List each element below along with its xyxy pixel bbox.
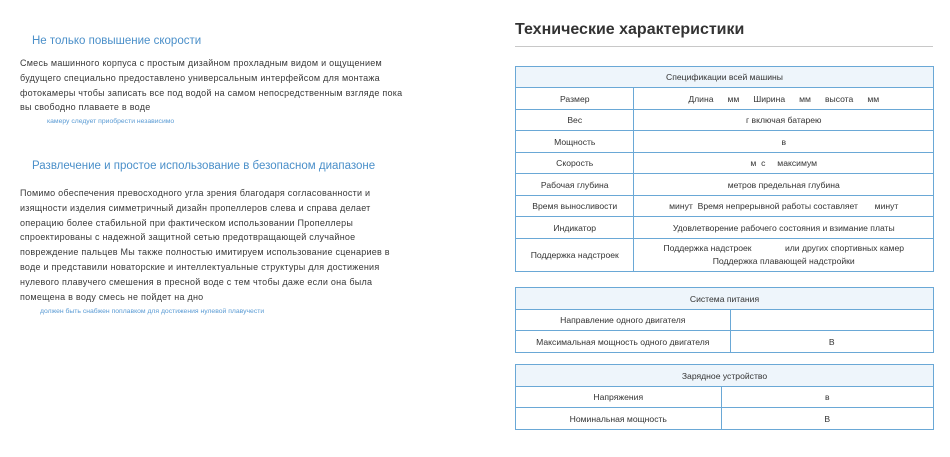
charger-value: В [721,408,933,430]
power-table [515,287,934,353]
size-width-label: Ширина [753,93,786,104]
section1-line: Смесь машинного корпуса с простым дизайном прохладным видом и ощущением [20,58,382,68]
charger-value: в [721,387,933,408]
section1-line: будущего специально предоставлено универсальным интерфейсом для монтажа [20,72,380,83]
size-unit: мм [727,93,740,104]
spec-table [515,66,934,272]
spec-size-value [634,88,934,110]
section2-line: нулевого плавучего смешения в пресной воде с тем чтобы даже если она была [20,276,373,287]
size-unit: мм [799,93,811,104]
page-title: Технические характеристики [515,21,745,38]
spec-label: Время выносливости [516,196,634,217]
table-row [516,110,934,131]
section1-note: камеру следует приобрести независимо [47,118,175,125]
spec-label: Рабочая глубина [516,174,634,196]
section1-line: фотокамеры чтобы записать все под водой на самом непосредственным взгляде пока [20,87,403,98]
power-label: Максимальная мощность одного двигателя [516,331,731,353]
section2-text [20,186,440,304]
section2-line: повреждение пальцев Мы также полностью имитируем использование сценариев в [20,247,390,258]
table-row [516,288,934,310]
power-value [730,310,933,331]
charger-table [515,364,934,430]
power-table-header: Система питания [516,288,934,310]
section2-title: Развлечение и простое использование в безопасном диапазоне [32,160,376,172]
size-height-label: высота [824,93,854,104]
section2-line: спроектированы с надежной защитной сетью предотвращающей случайное [20,232,356,243]
charger-label: Номинальная мощность [516,408,722,430]
table-row [516,131,934,153]
spec-value: Удовлетворение рабочего состояния и взимание платы [634,217,934,239]
spec-value: в [634,131,934,153]
table-row [516,387,934,408]
table-row [516,196,934,217]
section2-line: операцию более стабильной при фактическом использовании Пропеллеры [20,217,354,228]
charger-table-header: Зарядное устройство [516,365,934,387]
spec-label: Размер [516,88,634,110]
power-value: В [730,331,933,353]
table-row [516,331,934,353]
section2-line: Помимо обеспечения превосходного угла зрения благодаря согласованности и [20,188,371,198]
section2-line: воде и представили новаторские и интеллектуальные структуры для достижения [20,261,380,272]
spec-label: Вес [516,110,634,131]
spec-label: Скорость [516,153,634,174]
section1-title: Не только повышение скорости [32,35,202,47]
spec-label: Поддержка надстроек [516,239,634,272]
spec-value: г включая батарею [634,110,934,131]
size-length-label: Длина [688,93,714,104]
support-line: Поддержка плавающей надстройки [712,256,855,266]
spec-table-header: Спецификации всей машины [516,67,934,88]
section2-note: должен быть снабжен поплавком для достижения нулевой плавучести [40,308,265,315]
charger-label: Напряжения [516,387,722,408]
table-row [516,153,934,174]
table-row [516,217,934,239]
spec-label: Мощность [516,131,634,153]
spec-value: метров предельная глубина [634,174,934,196]
section2-line: помещена в воду смесь не пойдет на дно [20,291,204,302]
spec-value: минут Время непрерывной работы составляет минут [634,196,934,217]
section1-text [20,56,440,115]
section2-line: изящности изделия симметричный дизайн пропеллеров слева и справа делает [20,202,371,213]
support-line: Поддержка надстроек или других спортивных камер [663,243,905,253]
spec-value: м с максимум [634,153,934,174]
table-row [516,174,934,196]
spec-support-value [634,239,934,272]
table-row [516,408,934,430]
table-row [516,239,934,272]
title-divider [515,46,933,47]
spec-label: Индикатор [516,217,634,239]
section1-line: вы свободно плаваете в воде [20,102,151,113]
table-row [516,88,934,110]
table-row [516,365,934,387]
size-unit: мм [867,93,880,104]
table-row [516,67,934,88]
power-label: Направление одного двигателя [516,310,731,331]
table-row [516,310,934,331]
